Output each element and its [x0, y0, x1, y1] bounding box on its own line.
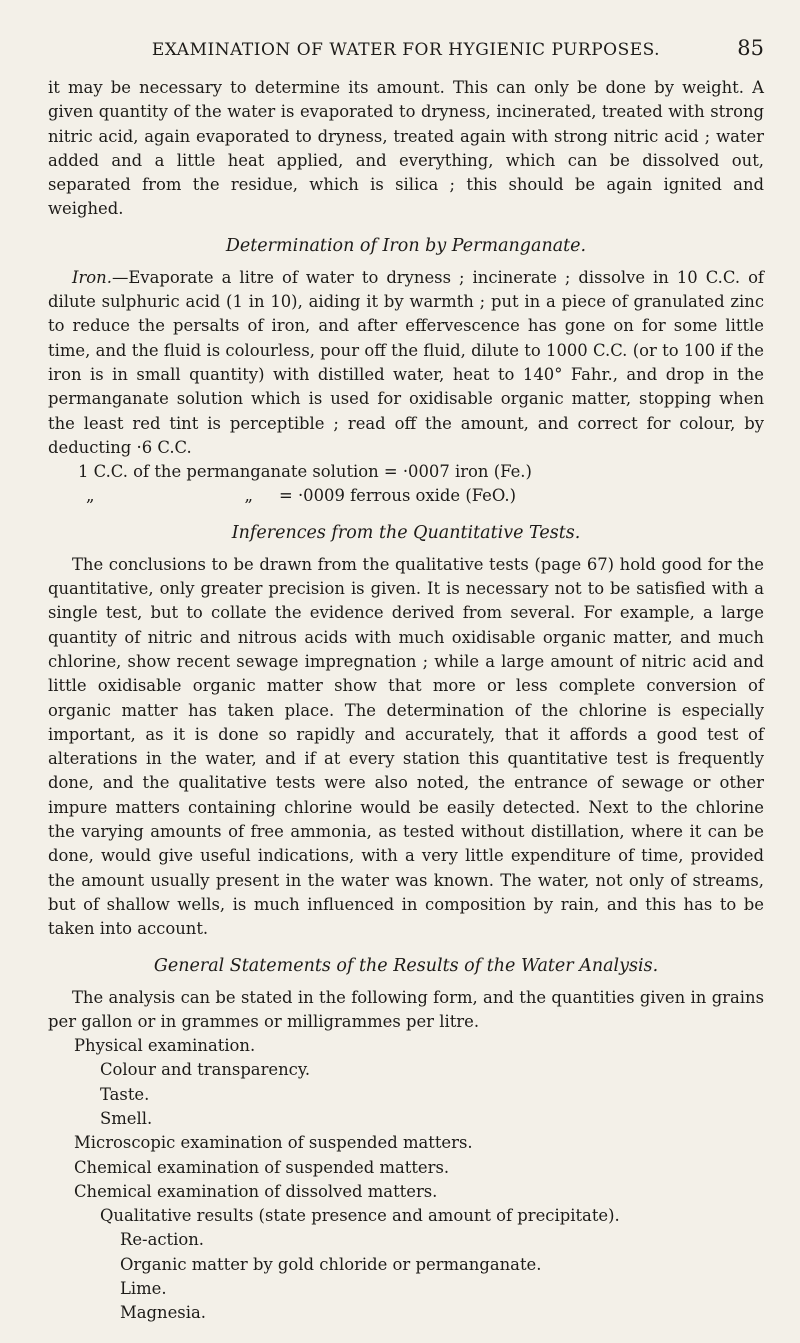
intro-paragraph: it may be necessary to determine its amount. This can only be done by weight. A given quantity of the water is evaporated to dryness, incinerated, treated with strong nitric acid, again evaporated to dryness, treated again with strong nitric acid ; water added and a little heat applied, and everything, which can be dissolved out, separated from the residue, which is silica ; this should be again ignited and weighed. — [48, 78, 764, 219]
outline-item: Smell. — [100, 1108, 153, 1128]
heading-general-statements: General Statements of the Results of the Water Analysis. — [153, 955, 659, 976]
outline-item: Chemical examination of dissolved matters. — [74, 1181, 438, 1201]
iron-body: —Evaporate a litre of water to dryness ; incinerate ; dissolve in 10 C.C. of dilute sulphuric acid (1 in 10), aiding it by warmth ; put in a piece of granulated zinc to reduce the persalts of iron, and after effervescence has gone on for some little time, and the fluid is colourless, pour off the fluid, dilute to 1000 C.C. (or to 100 if the iron is in small quantity) with distilled water, heat to 140° Fahr., and drop in the permanganate solution which is used for oxidisable organic matter, stopping when the least red tint is perceptible ; read off the amount, and correct for colour, by deducting ·6 C.C. — [48, 267, 764, 457]
iron-paragraph — [48, 266, 764, 460]
analysis-outline — [48, 1034, 764, 1326]
heading-iron-determination: Determination of Iron by Permanganate. — [225, 235, 587, 256]
outline-item: Lime. — [120, 1279, 167, 1299]
equation-value: = ·0009 ferrous oxide (FeO.) — [279, 486, 516, 506]
outline-item: Chemical examination of suspended matters. — [74, 1157, 450, 1177]
iron-run-in: Iron. — [72, 267, 112, 287]
running-title: EXAMINATION OF WATER FOR HYGIENIC PURPOSES. — [151, 40, 661, 60]
outline-item: Magnesia. — [120, 1303, 206, 1323]
page-number: 85 — [737, 36, 764, 60]
equation-iron: 1 C.C. of the permanganate solution = ·0007 iron (Fe.) — [78, 462, 532, 482]
outline-item: Taste. — [100, 1084, 150, 1104]
equation-ferrous-oxide — [48, 484, 764, 508]
general-paragraph: The analysis can be stated in the following form, and the quantities given in grains per gallon or in grammes or milligrammes per litre. — [48, 987, 764, 1031]
heading-inferences: Inferences from the Quantitative Tests. — [231, 522, 581, 543]
outline-item: Organic matter by gold chloride or permanganate. — [120, 1254, 542, 1274]
ditto-mark: „ — [86, 486, 95, 506]
running-head — [48, 36, 764, 76]
outline-item: Colour and transparency. — [100, 1060, 311, 1080]
outline-item: Microscopic examination of suspended matters. — [74, 1133, 473, 1153]
inferences-paragraph: The conclusions to be drawn from the qualitative tests (page 67) hold good for the quantitative, only greater precision is given. It is necessary not to be satisfied with a single test, but to collate the evidence derived from several. For example, a large quantity of nitric and nitrous acids with much oxidisable organic matter, and much chlorine, show recent sewage impregnation ; while a large amount of nitric acid and little oxidisable organic matter show that more or less complete conversion of organic matter has taken place. The determination of the chlorine is especially important, as it is done so rapidly and accurately, that it affords a good test of alterations in the water, and if at every station this quantitative test is frequently done, and the qualitative tests were also noted, the entrance of sewage or other impure matters containing chlorine would be easily detected. Next to the chlorine the varying amounts of free ammonia, as tested without distillation, where it can be done, would give useful indications, with a very little expenditure of time, provided the amount usually present in the water was known. The water, not only of streams, but of shallow wells, is much influenced in composition by rain, and this has to be taken into account. — [48, 554, 764, 939]
outline-item: Qualitative results (state presence and amount of precipitate). — [100, 1206, 620, 1226]
ditto-mark: „ — [244, 486, 253, 506]
outline-item: Physical examination. — [74, 1036, 256, 1056]
book-page — [48, 36, 764, 1326]
outline-item: Re-action. — [120, 1230, 204, 1250]
